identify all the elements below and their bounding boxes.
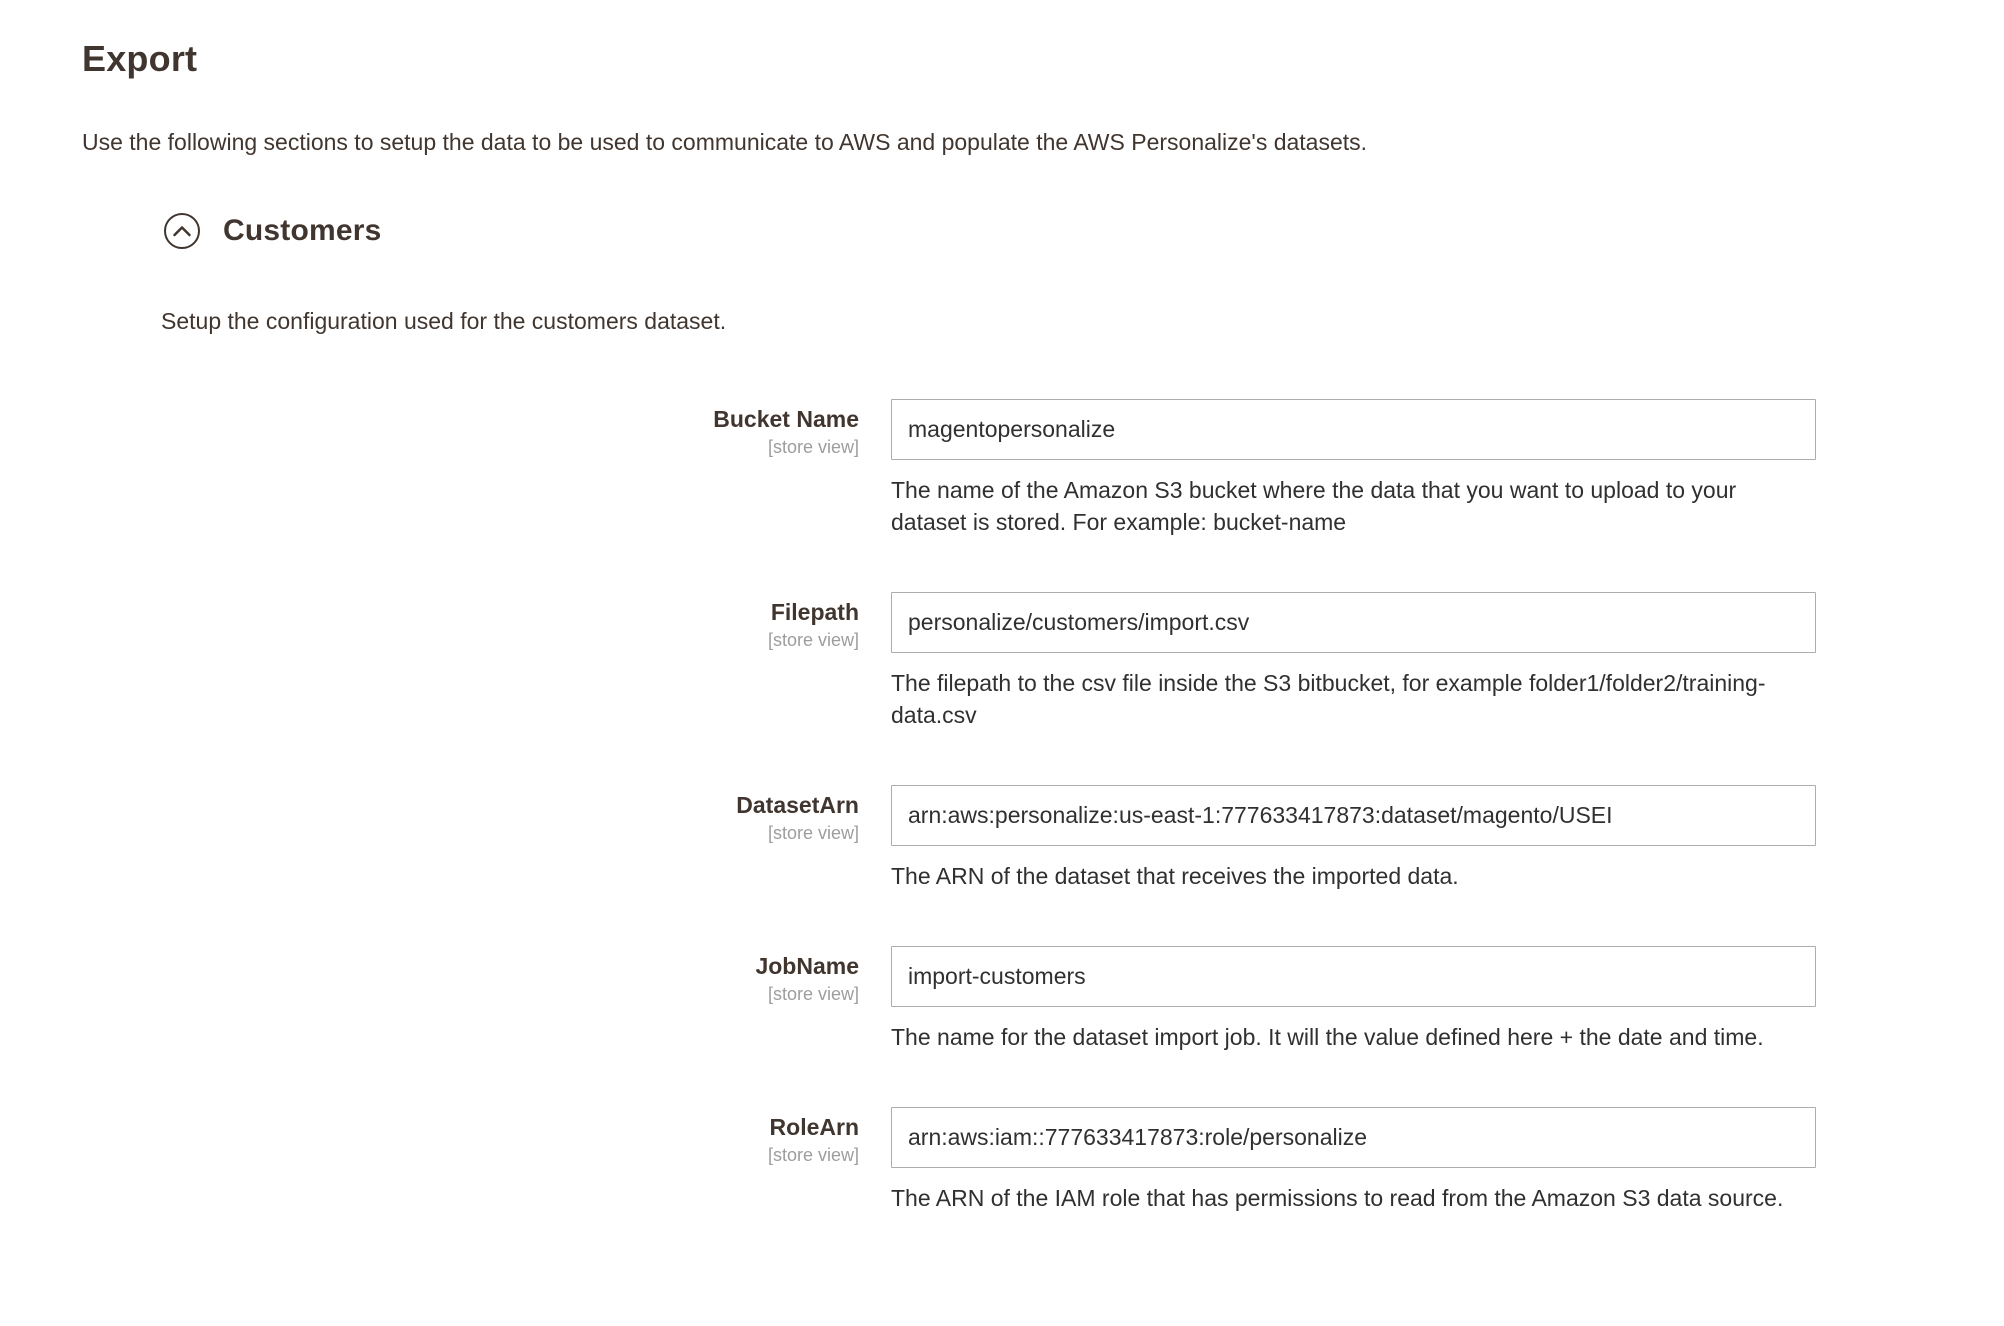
field-label: DatasetArn [736,792,859,818]
field-row-role-arn [161,1107,2004,1214]
field-row-bucket-name [161,399,2004,538]
field-help-text: The name for the dataset import job. It will the value defined here + the date and time. [891,1024,1764,1050]
field-label-wrap [161,946,859,1005]
field-help-text: The filepath to the csv file inside the S3 bitbucket, for example folder1/folder2/training-data.csv [891,670,1766,728]
filepath-input[interactable] [891,592,1816,653]
dataset-arn-input[interactable] [891,785,1816,846]
field-label: JobName [755,953,859,979]
customers-fields-form [161,399,2004,1214]
field-control [891,399,1816,538]
field-label-wrap [161,399,859,458]
collapse-chevron-up-icon[interactable] [163,212,201,250]
field-scope-label: [store view] [767,822,859,843]
section-description: Setup the configuration used for the customers dataset. [161,308,727,334]
customers-section [161,212,2004,1214]
field-control [891,785,1816,892]
field-label: Filepath [770,599,859,625]
field-scope-label: [store view] [767,436,859,457]
field-row-job-name [161,946,2004,1053]
page-title: Export [82,38,198,79]
field-scope-label: [store view] [767,629,859,650]
field-scope-label: [store view] [767,1144,859,1165]
field-label: Bucket Name [713,406,859,432]
field-label: RoleArn [769,1114,859,1140]
field-label-wrap [161,592,859,651]
job-name-input[interactable] [891,946,1816,1007]
field-label-wrap [161,785,859,844]
customers-section-toggle[interactable] [161,212,2004,250]
field-control [891,946,1816,1053]
field-row-dataset-arn [161,785,2004,892]
field-control [891,1107,1816,1214]
page-intro-text: Use the following sections to setup the data to be used to communicate to AWS and populate the AWS Personalize's datasets. [82,129,1368,155]
field-control [891,592,1816,731]
field-help-text: The ARN of the dataset that receives the imported data. [891,863,1459,889]
field-row-filepath [161,592,2004,731]
role-arn-input[interactable] [891,1107,1816,1168]
field-help-text: The ARN of the IAM role that has permissions to read from the Amazon S3 data source. [891,1185,1784,1211]
field-label-wrap [161,1107,859,1166]
field-scope-label: [store view] [767,983,859,1004]
bucket-name-input[interactable] [891,399,1816,460]
field-help-text: The name of the Amazon S3 bucket where the data that you want to upload to your dataset is stored. For example: bucket-name [891,477,1737,535]
section-title: Customers [223,214,382,247]
